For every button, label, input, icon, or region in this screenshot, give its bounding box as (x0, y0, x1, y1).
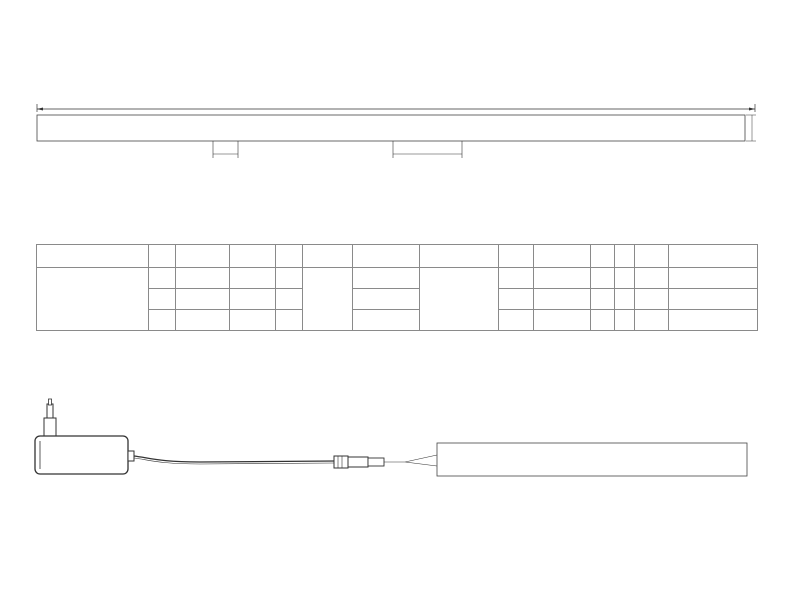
header-voltage (352, 245, 420, 268)
table-header-row (37, 245, 758, 268)
led-count-cell (229, 268, 275, 289)
connected-led-strip (437, 443, 747, 476)
header-led-count (229, 245, 275, 268)
plug-prong-icon (44, 399, 56, 438)
header-length (175, 245, 229, 268)
ip-cell (591, 268, 615, 289)
lumen-cell (499, 268, 534, 289)
header-pf (635, 245, 669, 268)
header-cri (615, 245, 635, 268)
header-beam-angle (534, 245, 591, 268)
led-count-cell (229, 310, 275, 331)
table-row (37, 268, 758, 289)
voltage-cell (352, 268, 420, 289)
header-cct (148, 245, 175, 268)
temp-cell (668, 310, 757, 331)
header-current (420, 245, 499, 268)
header-working-temp (668, 245, 757, 268)
temp-cell (668, 289, 757, 310)
cri-cell (615, 310, 635, 331)
temp-cell (668, 268, 757, 289)
header-led (275, 245, 302, 268)
wiring-diagram (0, 390, 800, 500)
cct-cell (148, 289, 175, 310)
beam-cell (534, 289, 591, 310)
header-model (37, 245, 149, 268)
beam-cell (534, 268, 591, 289)
led-strip-dimension-drawing (0, 0, 800, 175)
header-power (302, 245, 352, 268)
lumen-cell (499, 310, 534, 331)
lumen-cell (499, 289, 534, 310)
led-strip-body (37, 115, 745, 141)
led-type-cell (275, 289, 302, 310)
power-adapter-icon (35, 436, 134, 474)
length-cell (175, 310, 229, 331)
cct-cell (148, 310, 175, 331)
pf-cell (635, 310, 669, 331)
cri-cell (615, 289, 635, 310)
strip-lead-wires (384, 455, 437, 466)
current-cell (420, 268, 499, 331)
length-cell (175, 289, 229, 310)
pf-cell (635, 268, 669, 289)
cri-cell (615, 268, 635, 289)
voltage-cell (352, 289, 420, 310)
power-cell (302, 268, 352, 331)
model-cell (37, 268, 149, 331)
pf-cell (635, 289, 669, 310)
ip-cell (591, 289, 615, 310)
cct-cell (148, 268, 175, 289)
dc-connector-icon (334, 456, 384, 468)
beam-cell (534, 310, 591, 331)
led-type-cell (275, 268, 302, 289)
ip-cell (591, 310, 615, 331)
power-cable (134, 456, 335, 462)
length-cell (175, 268, 229, 289)
led-count-cell (229, 289, 275, 310)
header-ip (591, 245, 615, 268)
header-lumen (499, 245, 534, 268)
spec-table (36, 244, 758, 331)
voltage-cell (352, 310, 420, 331)
led-type-cell (275, 310, 302, 331)
